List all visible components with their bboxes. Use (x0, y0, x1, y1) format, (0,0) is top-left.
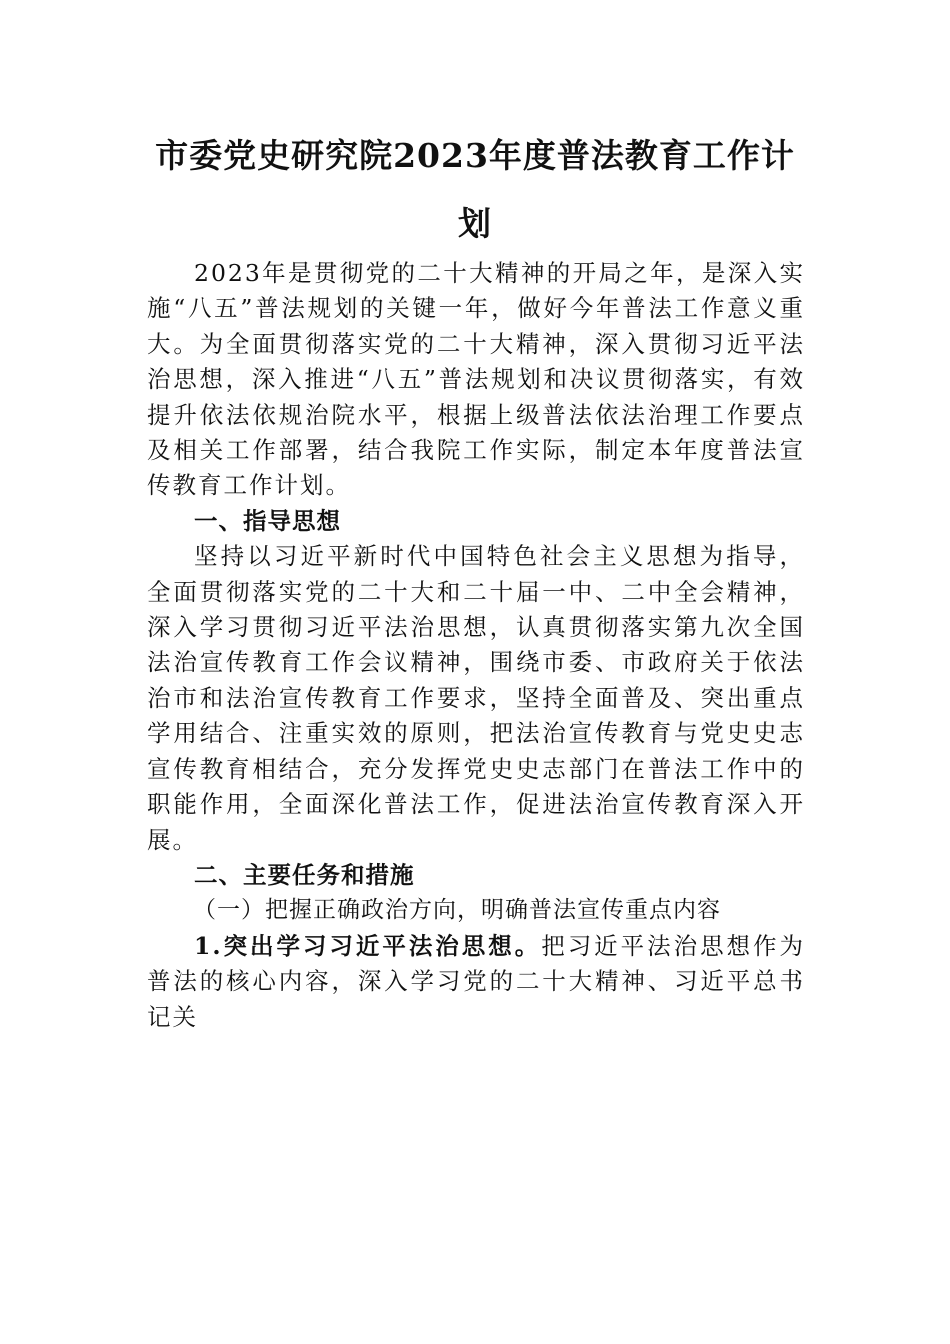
subsection-heading-political-direction: （一）把握正确政治方向，明确普法宣传重点内容 (193, 897, 721, 924)
intro-paragraph: 2023年是贯彻党的二十大精神的开局之年，是深入实施“八五”普法规划的关键一年，做好今年普法工作意义重大。为全面贯彻落实党的二十大精神，深入贯彻习近平法治思想，深入推进“八五”普法规划和决议贯彻落实，有效提升依法依规治院水平，根据上级普法依法治理工作要点及相关工作部署，结合我院工作实际，制定本年度普法宣传教育工作计划。 (147, 259, 805, 500)
document-title: 市委党史研究院2023年度普法教育工作计划 (155, 136, 795, 243)
section-heading-guiding-ideology: 一、指导思想 (194, 506, 341, 535)
document-body (147, 256, 805, 1035)
task-item-text: 把习近平法治思想作为普法的核心内容，深入学习党的二十大精神、习近平总书记关 (147, 931, 805, 1031)
guiding-ideology-paragraph: 坚持以习近平新时代中国特色社会主义思想为指导，全面贯彻落实党的二十大和二十届一中、二中全会精神，深入学习贯彻习近平法治思想，认真贯彻落实第九次全国法治宣传教育工作会议精神，围绕市委、市政府关于依法治市和法治宣传教育工作要求，坚持全面普及、突出重点学用结合、注重实效的原则，把法治宣传教育与党史史志宣传教育相结合，充分发挥党史史志部门在普法工作中的职能作用，全面深化普法工作，促进法治宣传教育深入开展。 (147, 542, 805, 854)
section-heading-main-tasks: 二、主要任务和措施 (194, 860, 415, 889)
task-item-lead: 1.突出学习习近平法治思想。 (194, 931, 542, 960)
task-item-paragraph (147, 929, 805, 1035)
